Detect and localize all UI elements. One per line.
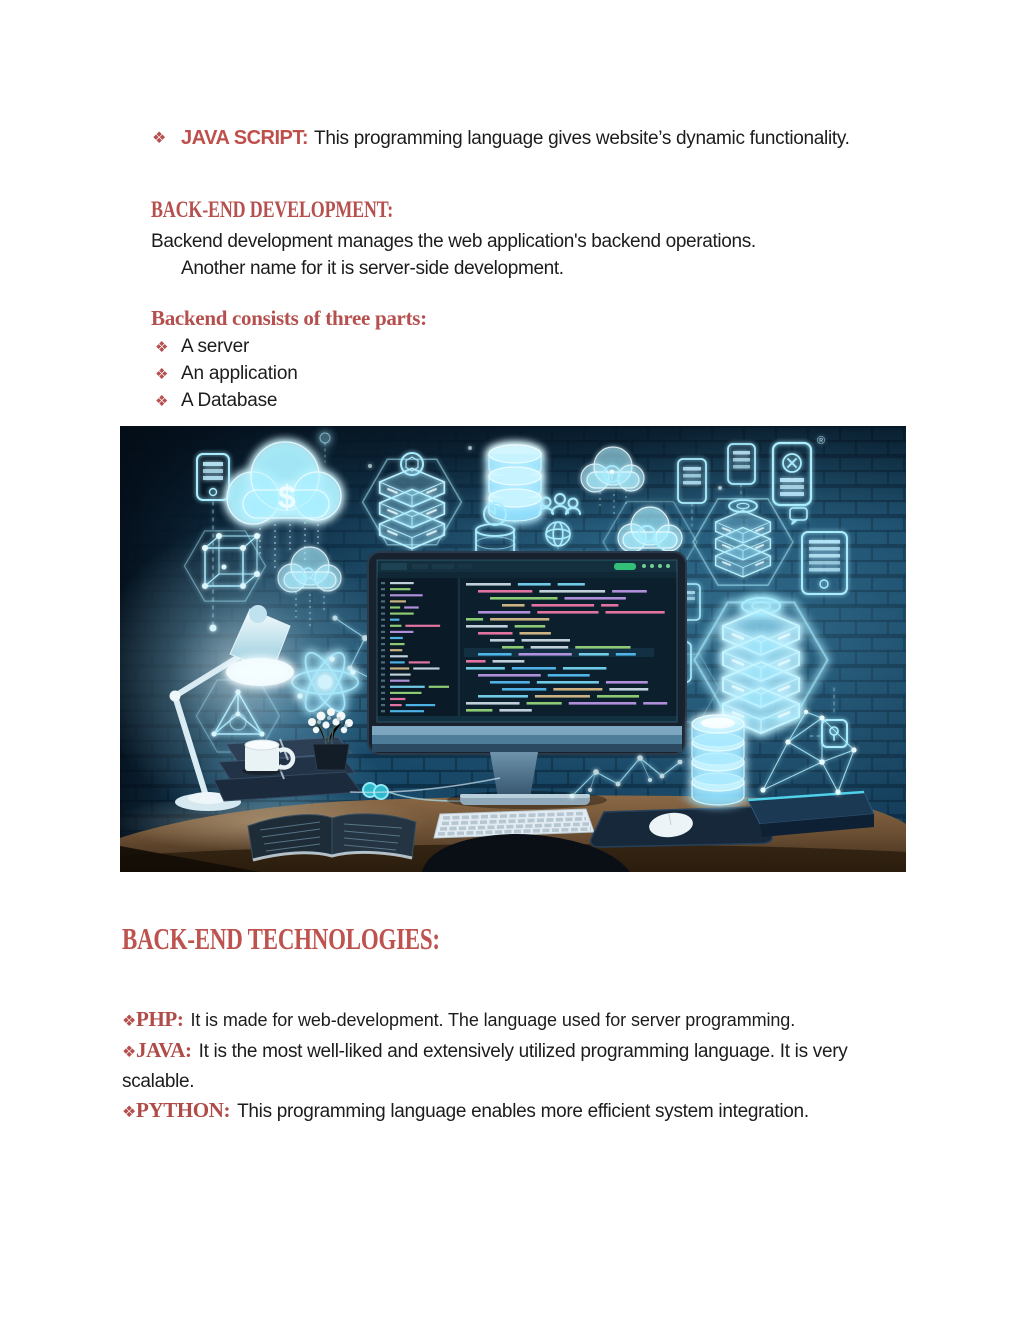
diamond-bullet-icon: ❖ bbox=[122, 1044, 137, 1061]
tech-text: It is the most well-liked and extensively utilized programming language. It is very scalable. bbox=[122, 1041, 848, 1092]
tech-item-php bbox=[122, 1005, 890, 1036]
intro-text: This programming language gives website’s dynamic functionality. bbox=[314, 128, 850, 149]
list-item bbox=[155, 363, 298, 390]
list-item-label: An application bbox=[181, 363, 298, 384]
technologies-list bbox=[122, 1005, 890, 1127]
svg-text:$: $ bbox=[278, 479, 296, 515]
backend-body-line1: Backend development manages the web application's backend operations. bbox=[151, 231, 756, 252]
workspace-illustration-svg bbox=[120, 426, 906, 872]
tech-label: JAVA: bbox=[136, 1038, 192, 1062]
svg-text:®: ® bbox=[817, 435, 826, 447]
intro-label: JAVA SCRIPT: bbox=[181, 127, 309, 149]
backend-development-title: BACK-END DEVELOPMENT: bbox=[151, 197, 394, 222]
diamond-bullet-icon: ❖ bbox=[122, 1104, 137, 1121]
mousepad bbox=[591, 807, 772, 847]
backend-parts-list bbox=[155, 336, 298, 417]
tech-label: PYTHON: bbox=[136, 1098, 231, 1122]
backend-technologies-title: BACK-END TECHNOLOGIES: bbox=[122, 921, 440, 956]
diamond-bullet-icon: ❖ bbox=[155, 366, 169, 383]
open-book bbox=[248, 814, 416, 860]
list-item-label: A server bbox=[181, 336, 250, 357]
backend-parts-subtitle: Backend consists of three parts: bbox=[151, 306, 427, 330]
list-item bbox=[155, 390, 298, 417]
list-item-label: A Database bbox=[181, 390, 278, 411]
tech-item-python bbox=[122, 1096, 890, 1127]
database-stack-icon bbox=[489, 445, 541, 521]
workspace-illustration bbox=[120, 426, 906, 872]
diamond-bullet-icon: ❖ bbox=[155, 339, 169, 356]
diamond-bullet-icon: ❖ bbox=[155, 393, 169, 410]
tech-label: PHP: bbox=[136, 1007, 184, 1031]
backend-body-line2: Another name for it is server-side development. bbox=[181, 258, 564, 279]
diamond-bullet-icon: ❖ bbox=[152, 130, 167, 147]
tech-item-java bbox=[122, 1036, 890, 1096]
diamond-bullet-icon: ❖ bbox=[122, 1013, 137, 1030]
tech-text: It is made for web-development. The language used for server programming. bbox=[190, 1010, 796, 1030]
tech-text: This programming language enables more efficient system integration. bbox=[237, 1101, 809, 1122]
intro-line bbox=[152, 127, 850, 150]
list-item bbox=[155, 336, 298, 363]
